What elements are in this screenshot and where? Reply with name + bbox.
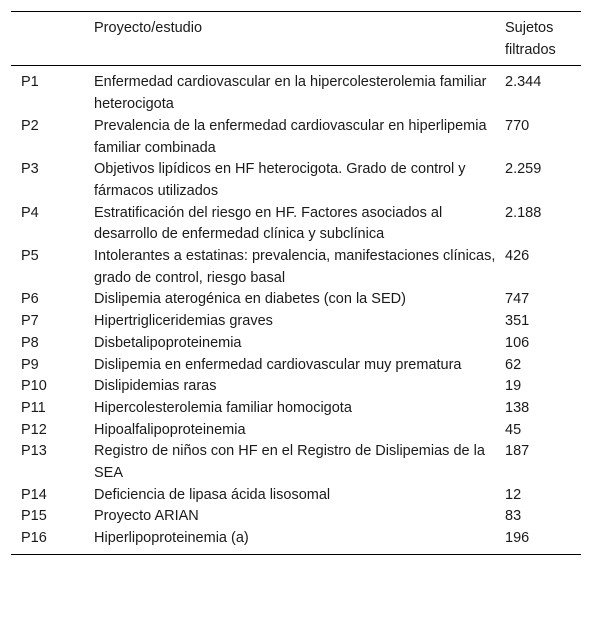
cell-study: Hipertrigliceridemias graves [94, 313, 273, 330]
table-row [11, 203, 581, 246]
cell-id: P7 [21, 313, 39, 330]
cell-subjects: 196 [505, 530, 530, 547]
table-row [11, 116, 581, 159]
cell-id: P14 [21, 486, 47, 503]
header-row [11, 12, 581, 66]
cell-study: Registro de niños con HF en el Registro de Dislipemias de la SEA [94, 443, 485, 482]
cell-study: Hiperlipoproteinemia (a) [94, 530, 249, 547]
table-row [11, 441, 581, 484]
table-row [11, 66, 581, 116]
cell-study: Deficiencia de lipasa ácida lisosomal [94, 486, 331, 503]
cell-study: Prevalencia de la enfermedad cardiovascular en hiperlipemia familiar combinada [94, 117, 487, 156]
cell-subjects: 351 [505, 313, 530, 330]
cell-id: P3 [21, 161, 39, 178]
table-row [11, 376, 581, 398]
cell-subjects: 2.344 [505, 74, 542, 91]
cell-subjects: 12 [505, 486, 522, 503]
cell-subjects: 62 [505, 356, 522, 373]
cell-id: P4 [21, 204, 39, 221]
cell-study: Disbetalipoproteinemia [94, 334, 242, 351]
cell-id: P15 [21, 508, 47, 525]
table-row [11, 506, 581, 528]
cell-subjects: 747 [505, 291, 530, 308]
table-row [11, 311, 581, 333]
table-row [11, 159, 581, 202]
cell-id: P1 [21, 74, 39, 91]
studies-table [11, 11, 581, 555]
cell-id: P12 [21, 421, 47, 438]
cell-id: P6 [21, 291, 39, 308]
cell-id: P5 [21, 248, 39, 265]
cell-subjects: 770 [505, 117, 530, 134]
cell-study: Dislipemia aterogénica en diabetes (con la SED) [94, 291, 406, 308]
cell-study: Hipoalfalipoproteinemia [94, 421, 246, 438]
cell-id: P8 [21, 334, 39, 351]
cell-id: P13 [21, 443, 47, 460]
cell-study: Dislipidemias raras [94, 378, 217, 395]
table-header [11, 12, 581, 66]
table-row [11, 485, 581, 507]
cell-id: P2 [21, 117, 39, 134]
table-row [11, 528, 581, 554]
cell-study: Enfermedad cardiovascular en la hipercolesterolemia familiar heterocigota [94, 74, 487, 113]
studies-table-container [11, 11, 581, 555]
cell-study: Objetivos lipídicos en HF heterocigota. Grado de control y fármacos utilizados [94, 161, 466, 199]
cell-study: Proyecto ARIAN [94, 508, 199, 525]
table-body [11, 66, 581, 554]
cell-subjects: 2.188 [505, 204, 542, 221]
cell-subjects: 2.259 [505, 161, 542, 178]
table-row [11, 398, 581, 420]
cell-subjects: 187 [505, 443, 530, 460]
cell-subjects: 106 [505, 334, 530, 351]
table-row [11, 333, 581, 355]
cell-id: P10 [21, 378, 47, 395]
cell-study: Intolerantes a estatinas: prevalencia, manifestaciones clínicas, grado de control, riesgo basal [94, 248, 496, 286]
cell-id: P11 [21, 399, 46, 416]
cell-id: P9 [21, 356, 39, 373]
header-subjects: Sujetos filtrados [505, 20, 556, 58]
cell-subjects: 138 [505, 399, 530, 416]
header-study: Proyecto/estudio [94, 20, 203, 36]
cell-study: Dislipemia en enfermedad cardiovascular muy prematura [94, 356, 462, 373]
table-row [11, 420, 581, 442]
cell-subjects: 45 [505, 421, 522, 438]
table-row [11, 246, 581, 289]
header-id [11, 12, 84, 66]
cell-id: P16 [21, 530, 47, 547]
table-row [11, 289, 581, 311]
cell-study: Hipercolesterolemia familiar homocigota [94, 399, 352, 416]
cell-subjects: 83 [505, 508, 522, 525]
table-row [11, 355, 581, 377]
cell-subjects: 19 [505, 378, 522, 395]
cell-subjects: 426 [505, 248, 530, 265]
cell-study: Estratificación del riesgo en HF. Factores asociados al desarrollo de enfermedad clínica y subclínica [94, 204, 443, 243]
